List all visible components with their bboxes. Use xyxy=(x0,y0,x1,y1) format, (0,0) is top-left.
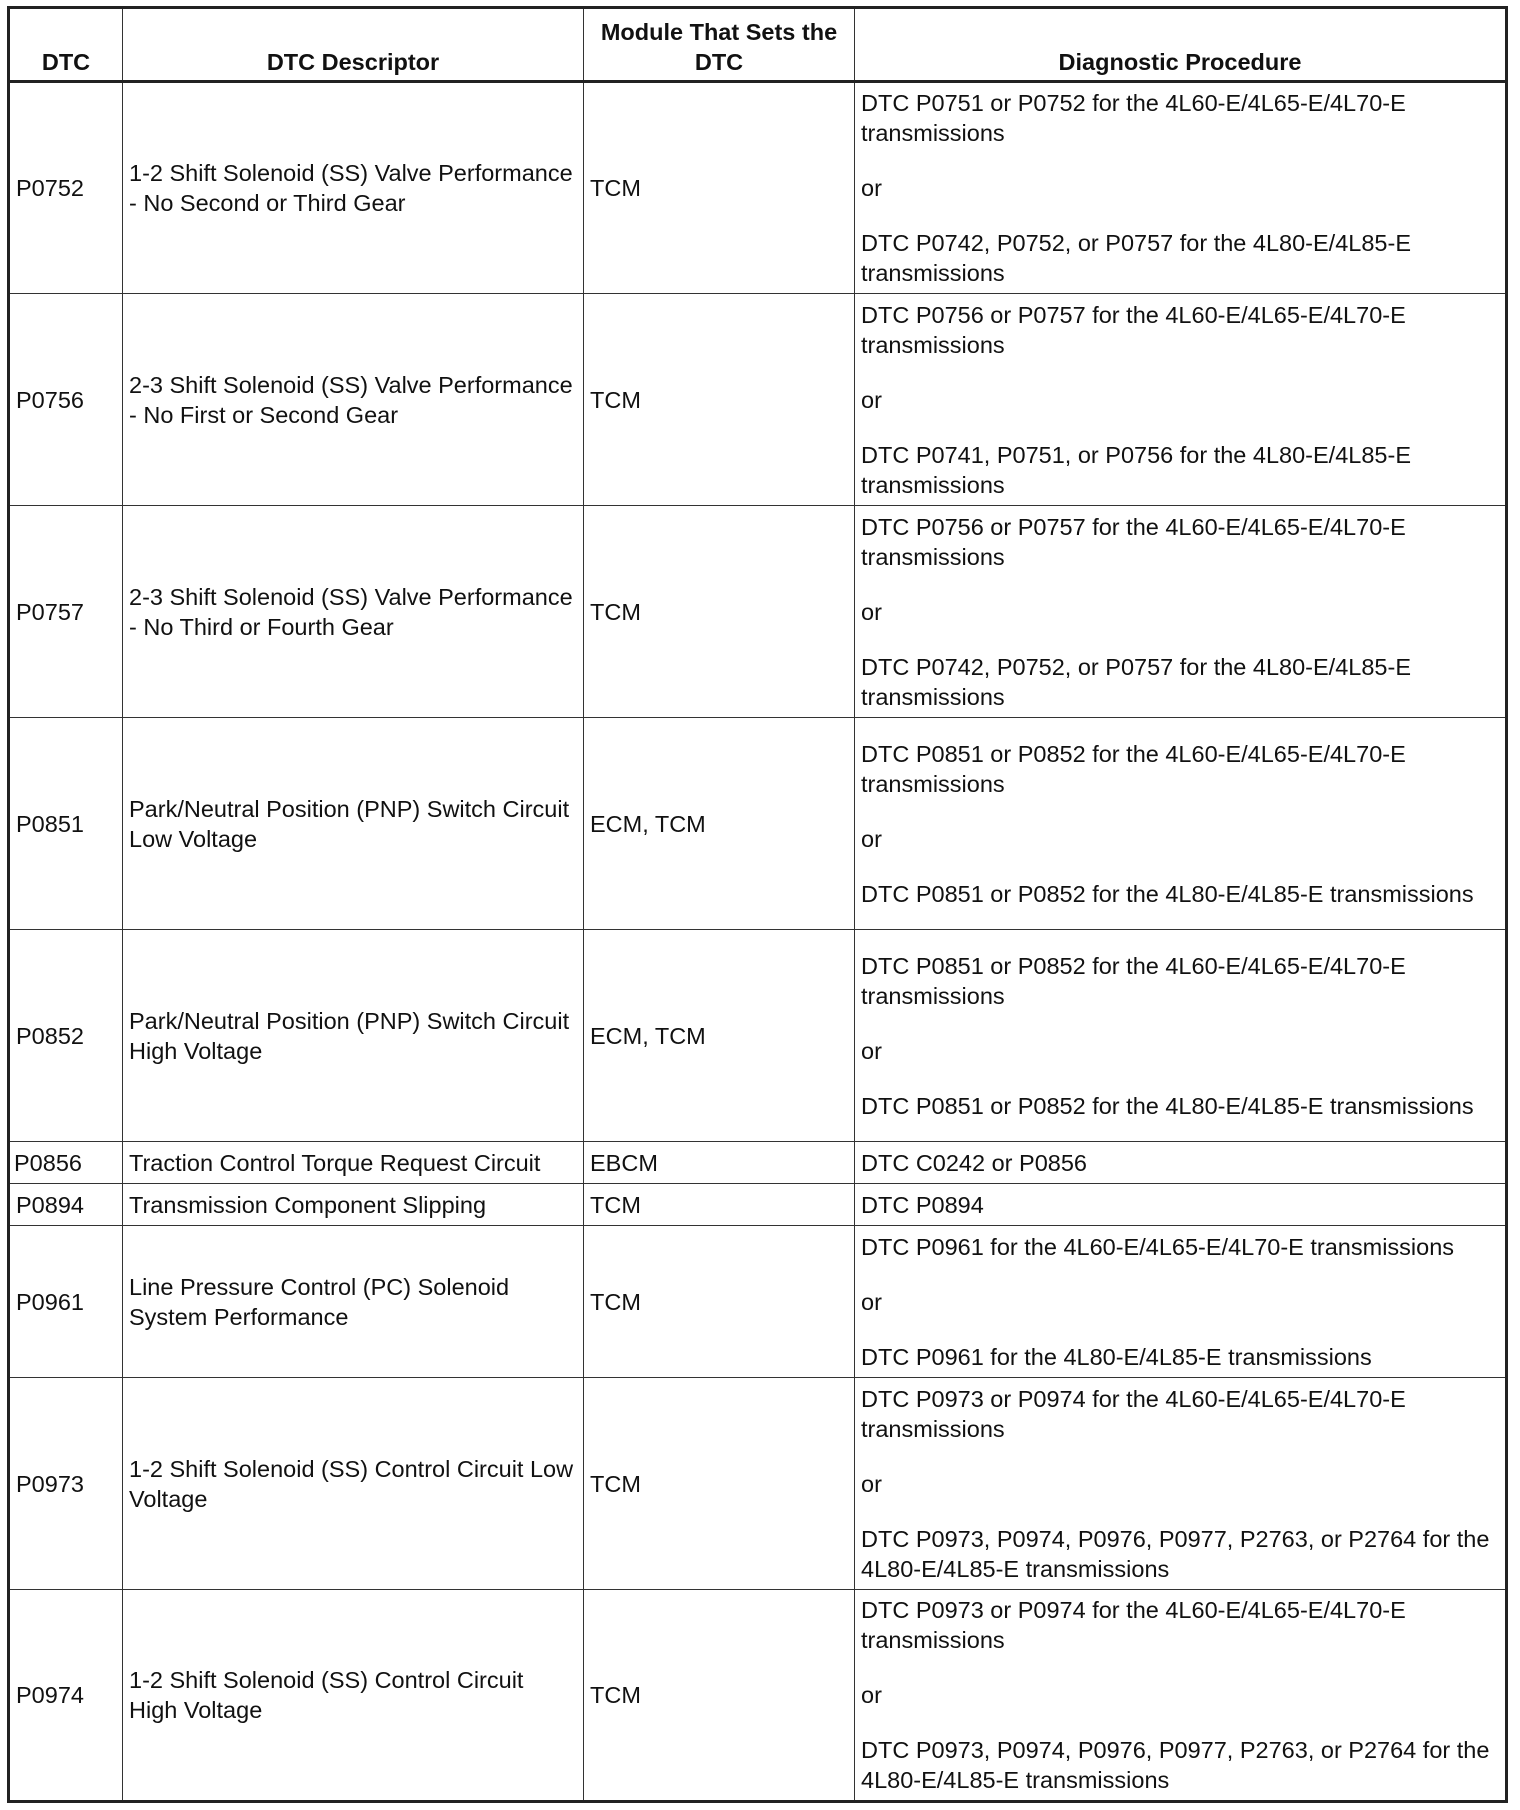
dtc-module: TCM xyxy=(584,1378,855,1590)
dtc-code: P0961 xyxy=(9,1226,123,1378)
dtc-descriptor: Transmission Component Slipping xyxy=(123,1184,584,1226)
dtc-module: TCM xyxy=(584,506,855,718)
procedure-second: DTC P0851 or P0852 for the 4L80-E/4L85-E transmissions xyxy=(861,1092,1474,1119)
procedure-or: or xyxy=(861,1470,882,1497)
table-row xyxy=(9,506,1507,718)
diagnostic-procedure xyxy=(855,82,1507,294)
diagnostic-procedure xyxy=(855,1378,1507,1590)
procedure-first: DTC P0751 or P0752 for the 4L60-E/4L65-E/4L70-E transmissions xyxy=(861,90,1406,146)
table-row xyxy=(9,930,1507,1142)
procedure-second: DTC P0851 or P0852 for the 4L80-E/4L85-E transmissions xyxy=(861,880,1474,907)
dtc-code: P0752 xyxy=(9,82,123,294)
header-dtc: DTC xyxy=(9,8,123,82)
procedure-second: DTC P0973, P0974, P0976, P0977, P2763, or P2764 for the 4L80-E/4L85-E transmissions xyxy=(861,1525,1490,1582)
header-descriptor: DTC Descriptor xyxy=(123,8,584,82)
table-row xyxy=(9,1226,1507,1378)
dtc-descriptor: Park/Neutral Position (PNP) Switch Circuit High Voltage xyxy=(123,930,584,1142)
procedure-or: or xyxy=(861,598,882,625)
dtc-module: TCM xyxy=(584,294,855,506)
procedure-or: or xyxy=(861,825,882,852)
table-row xyxy=(9,1378,1507,1590)
procedure-or: or xyxy=(861,1037,882,1064)
table-row xyxy=(9,294,1507,506)
table-row xyxy=(9,1142,1507,1184)
diagnostic-procedure xyxy=(855,1590,1507,1802)
header-module: Module That Sets the DTC xyxy=(584,8,855,82)
procedure-or: or xyxy=(861,386,882,413)
procedure-second: DTC P0741, P0751, or P0756 for the 4L80-E/4L85-E transmissions xyxy=(861,441,1411,498)
diagnostic-procedure xyxy=(855,506,1507,718)
diagnostic-procedure xyxy=(855,294,1507,506)
procedure-first: DTC P0851 or P0852 for the 4L60-E/4L65-E/4L70-E transmissions xyxy=(861,952,1406,1009)
diagnostic-procedure: DTC P0894 xyxy=(855,1184,1507,1226)
dtc-descriptor: 1-2 Shift Solenoid (SS) Control Circuit High Voltage xyxy=(123,1590,584,1802)
procedure-second: DTC P0973, P0974, P0976, P0977, P2763, or P2764 for the 4L80-E/4L85-E transmissions xyxy=(861,1737,1490,1793)
dtc-code: P0757 xyxy=(9,506,123,718)
dtc-module: ECM, TCM xyxy=(584,930,855,1142)
table-row xyxy=(9,1184,1507,1226)
dtc-code: P0852 xyxy=(9,930,123,1142)
dtc-module: TCM xyxy=(584,1226,855,1378)
procedure-first: DTC P0961 for the 4L60-E/4L65-E/4L70-E transmissions xyxy=(861,1233,1455,1260)
dtc-code: P0856 xyxy=(9,1142,123,1184)
diagnostic-procedure: DTC C0242 or P0856 xyxy=(855,1142,1507,1184)
procedure-first: DTC P0756 or P0757 for the 4L60-E/4L65-E/4L70-E transmissions xyxy=(861,301,1406,358)
diagnostic-procedure xyxy=(855,718,1507,930)
dtc-descriptor: Park/Neutral Position (PNP) Switch Circuit Low Voltage xyxy=(123,718,584,930)
dtc-descriptor: 2-3 Shift Solenoid (SS) Valve Performance - No Third or Fourth Gear xyxy=(123,506,584,718)
procedure-or: or xyxy=(861,175,882,201)
dtc-module: EBCM xyxy=(584,1142,855,1184)
dtc-code: P0756 xyxy=(9,294,123,506)
dtc-module: TCM xyxy=(584,82,855,294)
procedure-first: DTC P0756 or P0757 for the 4L60-E/4L65-E/4L70-E transmissions xyxy=(861,513,1406,570)
dtc-code: P0894 xyxy=(9,1184,123,1226)
dtc-descriptor: Traction Control Torque Request Circuit xyxy=(123,1142,584,1184)
procedure-first: DTC P0851 or P0852 for the 4L60-E/4L65-E/4L70-E transmissions xyxy=(861,740,1406,797)
dtc-descriptor: Line Pressure Control (PC) Solenoid System Performance xyxy=(123,1226,584,1378)
table-row xyxy=(9,718,1507,930)
table-header-row xyxy=(9,8,1507,82)
procedure-second: DTC P0742, P0752, or P0757 for the 4L80-E/4L85-E transmissions xyxy=(861,230,1411,286)
procedure-first: DTC P0973 or P0974 for the 4L60-E/4L65-E/4L70-E transmissions xyxy=(861,1385,1406,1442)
dtc-table xyxy=(7,6,1508,1803)
dtc-code: P0973 xyxy=(9,1378,123,1590)
procedure-second: DTC P0961 for the 4L80-E/4L85-E transmissions xyxy=(861,1343,1372,1370)
header-procedure: Diagnostic Procedure xyxy=(855,8,1507,82)
procedure-or: or xyxy=(861,1288,882,1315)
dtc-descriptor: 1-2 Shift Solenoid (SS) Valve Performance - No Second or Third Gear xyxy=(123,82,584,294)
procedure-second: DTC P0742, P0752, or P0757 for the 4L80-E/4L85-E transmissions xyxy=(861,653,1411,710)
dtc-module: TCM xyxy=(584,1590,855,1802)
dtc-descriptor: 2-3 Shift Solenoid (SS) Valve Performance - No First or Second Gear xyxy=(123,294,584,506)
procedure-or: or xyxy=(861,1682,882,1708)
table-row xyxy=(9,82,1507,294)
diagnostic-procedure xyxy=(855,1226,1507,1378)
dtc-code: P0974 xyxy=(9,1590,123,1802)
dtc-module: ECM, TCM xyxy=(584,718,855,930)
procedure-first: DTC P0973 or P0974 for the 4L60-E/4L65-E/4L70-E transmissions xyxy=(861,1597,1406,1653)
dtc-code: P0851 xyxy=(9,718,123,930)
diagnostic-procedure xyxy=(855,930,1507,1142)
table-row xyxy=(9,1590,1507,1802)
dtc-descriptor: 1-2 Shift Solenoid (SS) Control Circuit Low Voltage xyxy=(123,1378,584,1590)
dtc-module: TCM xyxy=(584,1184,855,1226)
